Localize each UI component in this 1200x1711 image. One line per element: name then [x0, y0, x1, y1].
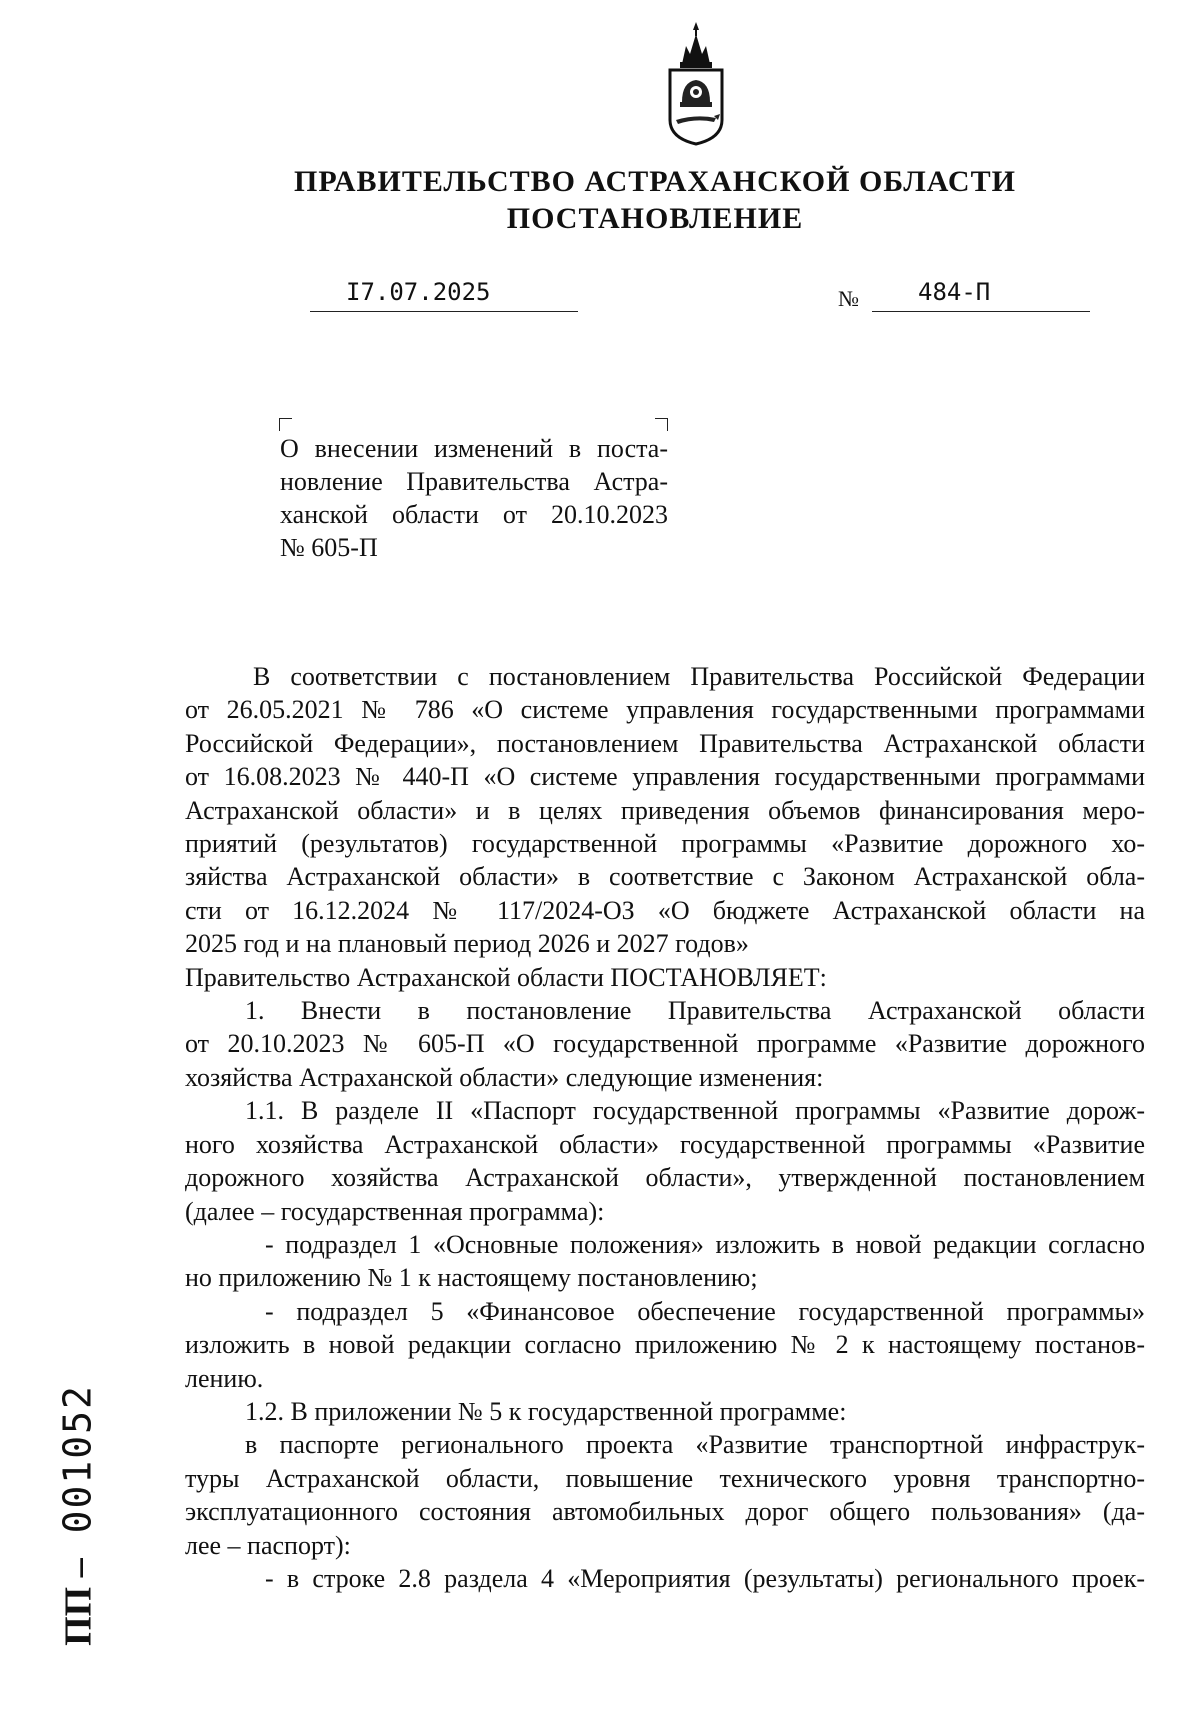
body-line: Астраханской области» и в целях приведения объемов финансирования меро-: [185, 795, 1145, 825]
subject-line: новление Правительства Астра-: [280, 467, 668, 496]
body-line: от 20.10.2023 № 605-П «О государственной программе «Развитие дорожного: [185, 1029, 1145, 1059]
coat-of-arms-emblem: [656, 20, 736, 146]
body-line: В соответствии с постановлением Правительства Российской Федерации: [253, 662, 1145, 691]
registration-stamp: [52, 1370, 104, 1660]
document-body: [185, 660, 1145, 1595]
body-line: зяйства Астраханской области» в соответствие с Законом Астраханской обла-: [185, 862, 1145, 892]
body-line: дорожного хозяйства Астраханской области», утвержденной постановлением: [185, 1163, 1145, 1193]
subject-line: О внесении изменений в поста-: [280, 434, 668, 463]
body-line: лее – паспорт):: [185, 1530, 351, 1560]
body-line: но приложению № 1 к настоящему постановлению;: [185, 1263, 758, 1293]
body-line: в паспорте регионального проекта «Развитие транспортной инфраструк-: [245, 1430, 1145, 1460]
body-line: лению.: [185, 1363, 264, 1393]
government-title: ПРАВИТЕЛЬСТВО АСТРАХАНСКОЙ ОБЛАСТИ: [294, 165, 1016, 198]
body-line: туры Астраханской области, повышение технического уровня транспортно-: [185, 1463, 1145, 1493]
number-sign: №: [838, 286, 859, 311]
body-line: 1.2. В приложении № 5 к государственной программе:: [245, 1396, 847, 1426]
body-line: приятий (результатов) государственной программы «Развитие дорожного хо-: [185, 829, 1145, 859]
registration-stamp-prefix: ПП –: [57, 1558, 100, 1646]
body-line: хозяйства Астраханской области» следующие изменения:: [185, 1062, 824, 1092]
subject-corner-left: [279, 418, 292, 431]
registration-stamp-text: [56, 1384, 101, 1646]
document-type-title: ПОСТАНОВЛЕНИЕ: [506, 202, 804, 235]
registration-stamp-number: 001052: [55, 1384, 100, 1534]
document-subject: [280, 432, 668, 564]
body-line: Правительство Астраханской области ПОСТАНОВЛЯЕТ:: [185, 962, 827, 992]
body-line: - в строке 2.8 раздела 4 «Мероприятия (результаты) регионального проек-: [265, 1563, 1145, 1593]
body-line: изложить в новой редакции согласно приложению № 2 к настоящему постанов-: [185, 1330, 1145, 1360]
body-line: - подраздел 1 «Основные положения» изложить в новой редакции согласно: [265, 1229, 1145, 1259]
body-line: 2025 год и на плановый период 2026 и 2027 годов»: [185, 929, 749, 959]
body-line: сти от 16.12.2024 № 117/2024-ОЗ «О бюджете Астраханской области на: [185, 895, 1145, 925]
document-date: I7.07.2025: [310, 278, 578, 312]
subject-line: ханской области от 20.10.2023: [280, 500, 668, 529]
subject-corner-right: [655, 418, 668, 431]
document-number: 484-П: [872, 278, 1090, 312]
body-line: Российской Федерации», постановлением Правительства Астраханской области: [185, 728, 1145, 758]
body-line: эксплуатационного состояния автомобильных дорог общего пользования» (да-: [185, 1497, 1145, 1527]
body-line: 1. Внести в постановление Правительства Астраханской области: [245, 996, 1145, 1026]
body-line: от 16.08.2023 № 440-П «О системе управления государственными программами: [185, 762, 1145, 792]
body-line: 1.1. В разделе II «Паспорт государственной программы «Развитие дорож-: [245, 1096, 1145, 1126]
body-line: (далее – государственная программа):: [185, 1196, 605, 1226]
body-line: - подраздел 5 «Финансовое обеспечение государственной программы»: [265, 1296, 1145, 1326]
body-line: от 26.05.2021 № 786 «О системе управления государственными программами: [185, 695, 1145, 725]
body-line: ного хозяйства Астраханской области» государственной программы «Развитие: [185, 1129, 1145, 1159]
subject-line: № 605-П: [280, 533, 378, 562]
